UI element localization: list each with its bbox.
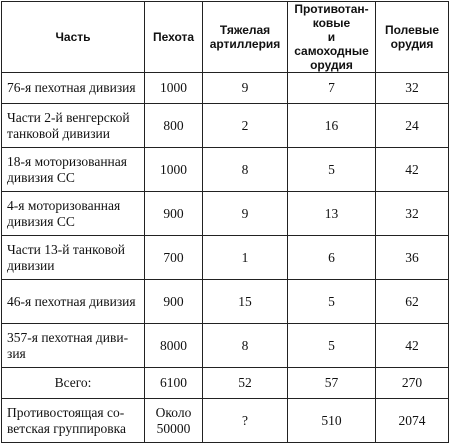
cell-field-guns: 32	[376, 73, 449, 104]
cell-antitank: 510	[288, 399, 376, 443]
table-row	[2, 280, 449, 324]
table-row	[2, 192, 449, 236]
cell-heavy-artillery: 52	[203, 368, 288, 399]
cell-infantry: 8000	[145, 324, 203, 368]
table-row	[2, 73, 449, 104]
cell-heavy-artillery: 2	[203, 104, 288, 148]
cell-infantry: 6100	[145, 368, 203, 399]
cell-infantry: 1000	[145, 73, 203, 104]
cell-field-guns: 42	[376, 324, 449, 368]
cell-unit: Части 13-й танковой дивизии	[2, 236, 145, 280]
cell-infantry	[145, 399, 203, 443]
header-antitank-label: Противотан- ковые и самоходные орудия	[294, 2, 369, 72]
table-row	[2, 236, 449, 280]
cell-infantry: 900	[145, 192, 203, 236]
cell-unit	[2, 399, 145, 443]
cell-antitank: 6	[288, 236, 376, 280]
cell-infantry: 900	[145, 280, 203, 324]
cell-heavy-artillery: 15	[203, 280, 288, 324]
table-row	[2, 104, 449, 148]
table-row	[2, 148, 449, 192]
cell-infantry: 700	[145, 236, 203, 280]
cell-heavy-artillery: 9	[203, 73, 288, 104]
cell-infantry: 800	[145, 104, 203, 148]
cell-antitank: 5	[288, 324, 376, 368]
cell-antitank: 5	[288, 280, 376, 324]
table-row	[2, 324, 449, 368]
cell-heavy-artillery: 1	[203, 236, 288, 280]
cell-field-guns: 32	[376, 192, 449, 236]
cell-field-guns: 270	[376, 368, 449, 399]
soviet-row	[2, 399, 449, 443]
header-heavy-artillery: Тяжелая артиллерия	[203, 2, 288, 73]
cell-unit: Части 2-й венгерской танковой дивизии	[2, 104, 145, 148]
cell-unit-text: 357-я пехотная диви- зия	[7, 329, 129, 361]
cell-unit-text: Противостоящая со- ветская группировка	[7, 404, 127, 436]
cell-heavy-artillery: 9	[203, 192, 288, 236]
header-infantry: Пехота	[145, 2, 203, 73]
cell-heavy-artillery: 8	[203, 324, 288, 368]
cell-field-guns: 24	[376, 104, 449, 148]
cell-field-guns: 42	[376, 148, 449, 192]
cell-unit: 18-я моторизованная дивизия СС	[2, 148, 145, 192]
header-field-guns: Полевые орудия	[376, 2, 449, 73]
cell-infantry: 1000	[145, 148, 203, 192]
forces-table	[1, 1, 449, 443]
cell-heavy-artillery: 8	[203, 148, 288, 192]
cell-field-guns: 62	[376, 280, 449, 324]
header-antitank-selfpropelled	[288, 2, 376, 73]
header-row	[2, 2, 449, 73]
cell-antitank: 13	[288, 192, 376, 236]
cell-infantry-text: Около 50000	[155, 404, 192, 436]
cell-unit	[2, 324, 145, 368]
cell-unit: 4-я моторизованная дивизия СС	[2, 192, 145, 236]
cell-field-guns: 2074	[376, 399, 449, 443]
header-unit: Часть	[2, 2, 145, 73]
cell-antitank: 5	[288, 148, 376, 192]
cell-total-label: Всего:	[2, 368, 145, 399]
cell-antitank: 16	[288, 104, 376, 148]
cell-unit: 46-я пехотная дивизия	[2, 280, 145, 324]
cell-heavy-artillery: ?	[203, 399, 288, 443]
cell-antitank: 7	[288, 73, 376, 104]
cell-unit: 76-я пехотная дивизия	[2, 73, 145, 104]
total-row	[2, 368, 449, 399]
cell-field-guns: 36	[376, 236, 449, 280]
cell-antitank: 57	[288, 368, 376, 399]
